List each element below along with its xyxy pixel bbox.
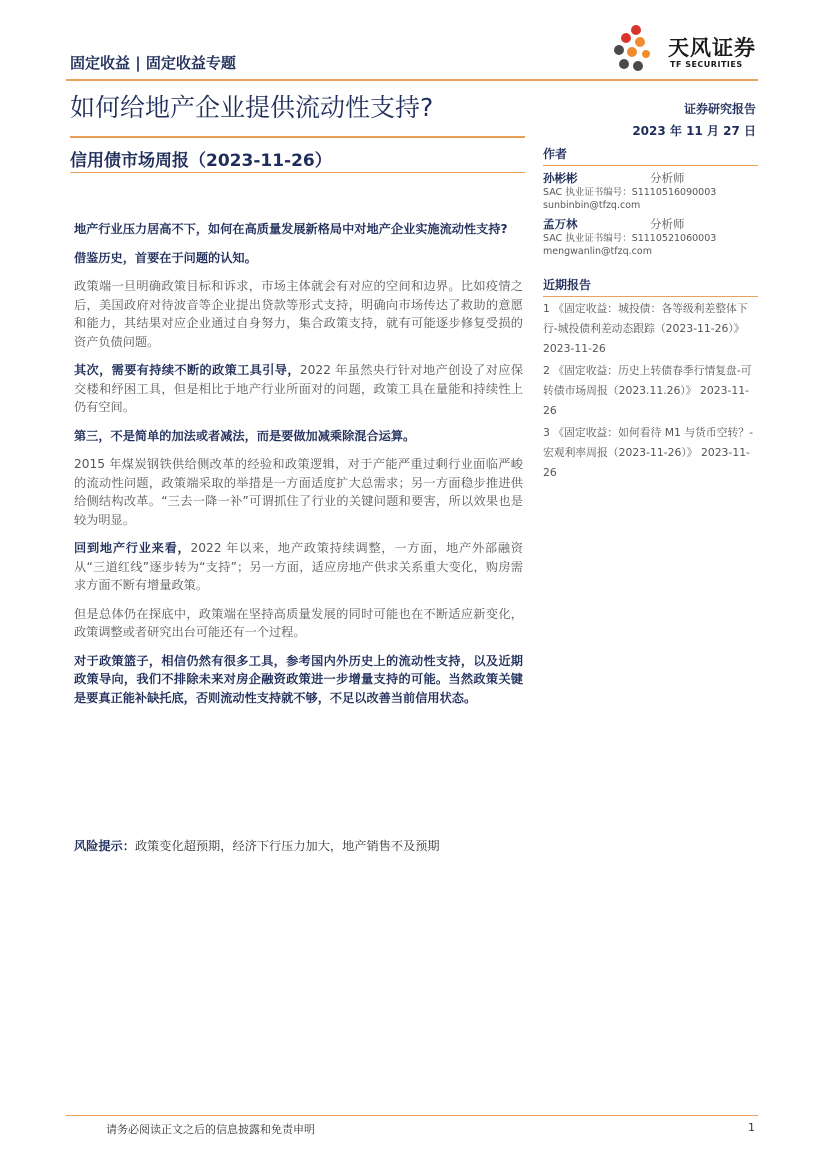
report-date: 2023 年 11 月 27 日 (632, 124, 756, 138)
title-divider (70, 136, 525, 138)
recent-report-item[interactable]: 1 《固定收益：城投债：各等级利差整体下行-城投债利差动态跟踪（2023-11-26）》 2023-11-26 (543, 302, 748, 355)
author-name: 孟万林 (543, 217, 578, 231)
paragraph-lead: 回到地产行业来看， (74, 541, 191, 555)
body-paragraph-5: 第三，不是简单的加法或者减法，而是要做加减乘除混合运算。 (74, 428, 416, 443)
page-subtitle: 信用债市场周报（2023-11-26） (70, 151, 332, 171)
footer-divider (66, 1115, 758, 1116)
recent-reports-heading: 近期报告 (543, 276, 758, 297)
author-sac: SAC 执业证书编号：S1110521060003 (543, 233, 717, 244)
paragraph-lead: 其次，需要有持续不断的政策工具引导， (74, 363, 300, 377)
page-title: 如何给地产企业提供流动性支持? (70, 93, 434, 122)
author-email[interactable]: sunbinbin@tfzq.com (543, 200, 641, 211)
author-sac: SAC 执业证书编号：S1110516090003 (543, 187, 717, 198)
logo-mark-icon (610, 24, 666, 76)
author-role: 分析师 (650, 171, 685, 185)
risk-label: 风险提示： (74, 839, 135, 853)
paragraph-text: 2022 年虽然央行针对地产创设了对应保交楼和纾困工具，但是相比于地产行业所面对的问题，政策工具在量能和持续性上仍有空间。 (74, 363, 524, 414)
risk-text: 政策变化超预期，经济下行压力加大，地产销售不及预期 (134, 839, 440, 853)
authors-section (543, 145, 758, 258)
subtitle-divider (70, 172, 525, 173)
author-name: 孙彬彬 (543, 171, 578, 185)
recent-report-item[interactable]: 2 《固定收益：历史上转债春季行情复盘-可转债市场周报（2023.11.26）》 2023-11-26 (543, 364, 752, 417)
body-paragraph-8: 但是总体仍在探底中，政策端在坚持高质量发展的同时可能也在不断适应新变化，政策调整或者研究出台可能还有一个过程。 (74, 606, 523, 639)
page-number: 1 (748, 1121, 755, 1134)
body-paragraph-4 (74, 361, 523, 417)
author-block (543, 216, 758, 258)
body-paragraph-6: 2015 年煤炭钢铁供给侧改革的经验和政策逻辑，对于产能严重过剩行业面临严峻的流动性问题，政策端采取的举措是一方面适度扩大总需求；另一方面稳步推进供给侧结构改革。“三去一降一补”可谓抓住了行业的关键问题和要害，所以效果也是较为明显。 (74, 457, 523, 527)
authors-heading: 作者 (543, 145, 758, 166)
paragraph-text: 2022 年以来，地产政策持续调整，一方面，地产外部融资从“三道红线”逐步转为“支持”；另一方面，适应房地产供求关系重大变化，购房需求方面不断有增量政策。 (74, 541, 523, 592)
report-type: 证券研究报告 (683, 102, 756, 116)
author-block (543, 170, 758, 212)
risk-warning (74, 837, 440, 854)
logo-text-cn: 天风证券 (668, 36, 756, 60)
report-category: 固定收益 | 固定收益专题 (70, 54, 236, 72)
body-paragraph-9: 对于政策篮子，相信仍然有很多工具，参考国内外历史上的流动性支持，以及近期政策导向，我们不排除未来对房企融资政策进一步增量支持的可能。当然政策关键是要真正能补缺托底，否则流动性支持就不够，不足以改善当前信用状态。 (74, 653, 523, 705)
body-paragraph-7 (74, 539, 523, 595)
author-email[interactable]: mengwanlin@tfzq.com (543, 246, 652, 257)
body-paragraph-3: 政策端一旦明确政策目标和诉求，市场主体就会有对应的空间和边界。比如疫情之后，美国政府对待波音等企业提出贷款等形式支持，明确向市场传达了救助的意愿和能力，其结果对应企业通过自身努力，集合政策支持，就有可能逐步修复受损的资产负债问题。 (74, 279, 523, 349)
tf-securities-logo (610, 24, 760, 76)
logo-text-en: TF SECURITIES (670, 60, 743, 69)
recent-report-item[interactable]: 3 《固定收益：如何看待 M1 与货币空转？-宏观利率周报（2023-11-26）》 2023-11-26 (543, 426, 753, 479)
author-role: 分析师 (650, 217, 685, 231)
header-divider (66, 79, 758, 81)
footer-disclaimer: 请务必阅读正文之后的信息披露和免责申明 (106, 1123, 315, 1136)
report-body (74, 220, 523, 717)
recent-reports-section (543, 276, 758, 483)
body-paragraph-2: 借鉴历史，首要在于问题的认知。 (74, 250, 257, 265)
body-paragraph-1: 地产行业压力居高不下，如何在高质量发展新格局中对地产企业实施流动性支持? (74, 222, 508, 236)
